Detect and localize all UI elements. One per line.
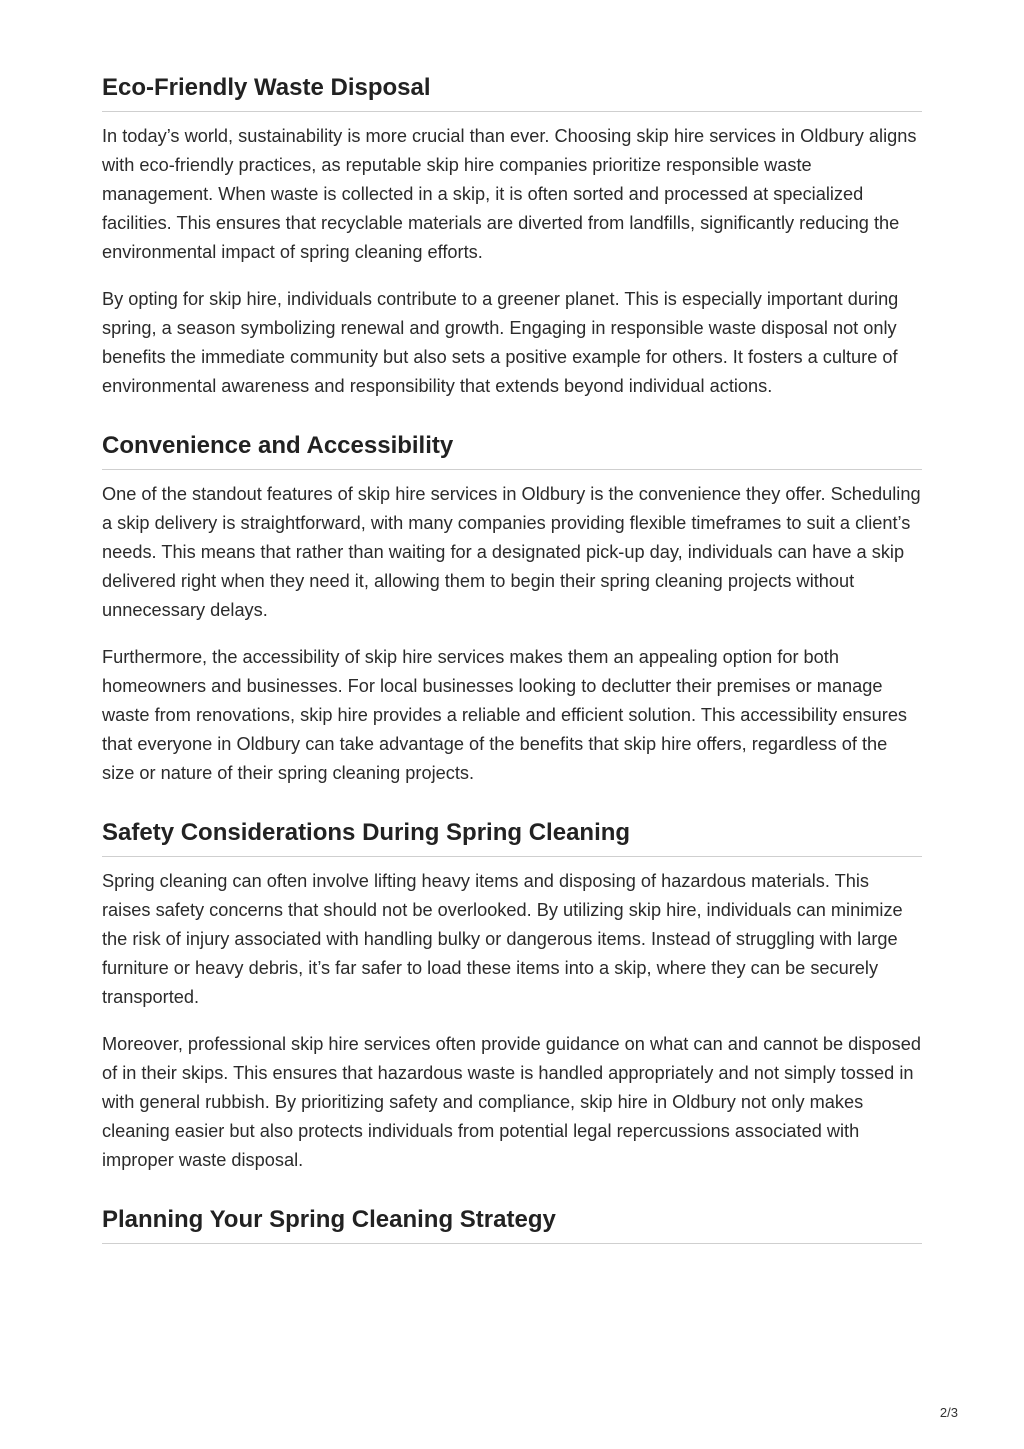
section-heading: Safety Considerations During Spring Cleaning <box>102 804 922 857</box>
section-safety <box>102 804 922 1175</box>
paragraph: One of the standout features of skip hire services in Oldbury is the convenience they offer. Scheduling a skip delivery is straightforward, with many companies providing flexible timeframes to suit a client’s needs. This means that rather than waiting for a designated pick-up day, individuals can have a skip delivered right when they need it, allowing them to begin their spring cleaning projects without unnecessary delays. <box>102 484 921 620</box>
paragraph: Moreover, professional skip hire services often provide guidance on what can and cannot be disposed of in their skips. This ensures that hazardous waste is handled appropriately and not simply tossed in with general rubbish. By prioritizing safety and compliance, skip hire in Oldbury not only makes cleaning easier but also protects individuals from potential legal repercussions associated with improper waste disposal. <box>102 1034 921 1170</box>
document-page <box>102 60 922 1244</box>
section-heading: Eco-Friendly Waste Disposal <box>102 60 922 112</box>
section-heading: Convenience and Accessibility <box>102 417 922 470</box>
paragraph: Furthermore, the accessibility of skip hire services makes them an appealing option for both homeowners and businesses. For local businesses looking to declutter their premises or manage waste from renovations, skip hire provides a reliable and efficient solution. This accessibility ensures that everyone in Oldbury can take advantage of the benefits that skip hire offers, regardless of the size or nature of their spring cleaning projects. <box>102 647 908 783</box>
page-number: 2/3 <box>939 1405 958 1420</box>
section-convenience <box>102 417 922 788</box>
section-planning <box>102 1191 922 1244</box>
section-eco-friendly <box>102 60 922 401</box>
section-heading: Planning Your Spring Cleaning Strategy <box>102 1191 922 1244</box>
paragraph: In today’s world, sustainability is more crucial than ever. Choosing skip hire services in Oldbury aligns with eco-friendly practices, as reputable skip hire companies prioritize responsible waste management. When waste is collected in a skip, it is often sorted and processed at specialized facilities. This ensures that recyclable materials are diverted from landfills, significantly reducing the environmental impact of spring cleaning efforts. <box>102 126 917 262</box>
paragraph: Spring cleaning can often involve lifting heavy items and disposing of hazardous materials. This raises safety concerns that should not be overlooked. By utilizing skip hire, individuals can minimize the risk of injury associated with handling bulky or dangerous items. Instead of struggling with large furniture or heavy debris, it’s far safer to load these items into a skip, where they can be securely transported. <box>102 871 903 1007</box>
paragraph: By opting for skip hire, individuals contribute to a greener planet. This is especially important during spring, a season symbolizing renewal and growth. Engaging in responsible waste disposal not only benefits the immediate community but also sets a positive example for others. It fosters a culture of environmental awareness and responsibility that extends beyond individual actions. <box>102 289 899 396</box>
